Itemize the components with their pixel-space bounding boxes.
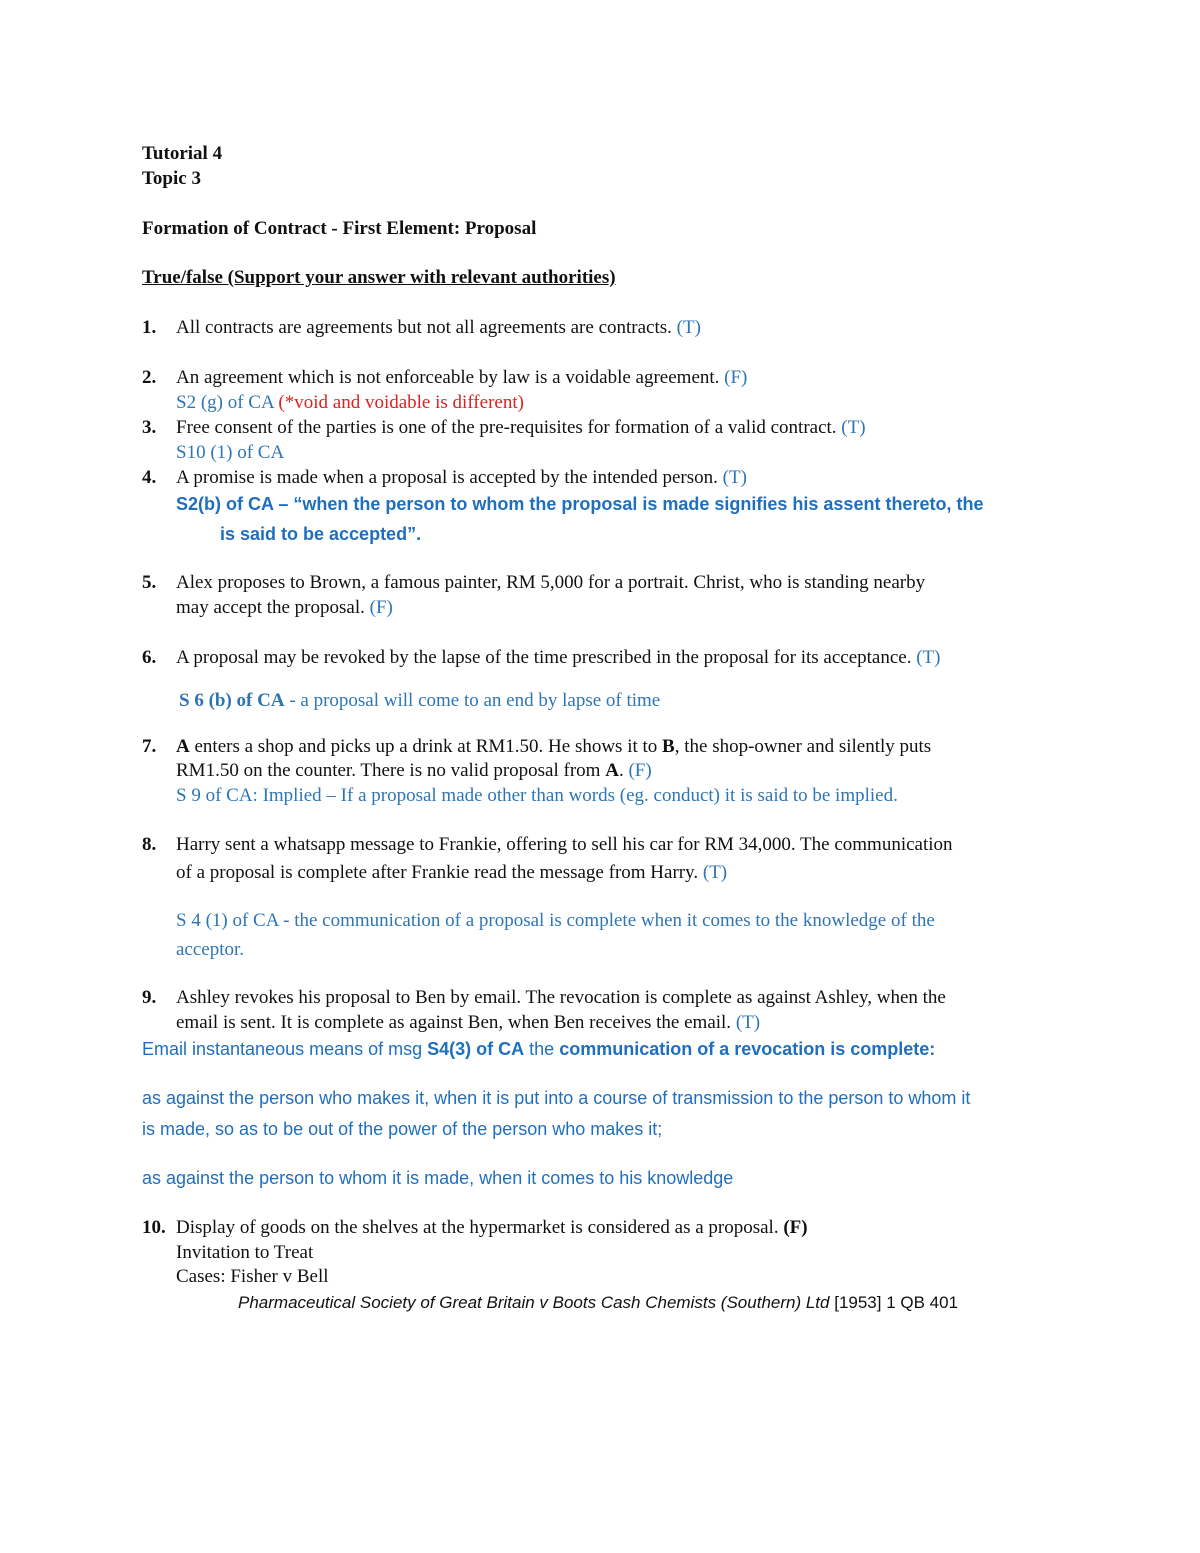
question-text: Display of goods on the shelves at the hypermarket is considered as a proposal. [176, 1217, 779, 1238]
question-text: Ashley revokes his proposal to Ben by email. The revocation is complete as against Ashley, when the [176, 987, 946, 1008]
question-number: 5. [142, 572, 157, 593]
tutorial-label: Tutorial 4 [142, 143, 223, 164]
authority-quote-cont: is said to be accepted”. [220, 524, 422, 544]
case-name: Pharmaceutical Society of Great Britain v Boots Cash Chemists (Southern) Ltd [238, 1293, 835, 1312]
question-text: All contracts are agreements but not all agreements are contracts. [176, 317, 672, 338]
answer-value: (T) [916, 647, 941, 668]
question-number: 4. [142, 467, 157, 488]
document-title: Formation of Contract - First Element: Proposal [142, 218, 537, 239]
period: . [618, 760, 624, 781]
answer-explanation: Invitation to Treat [176, 1242, 314, 1263]
question-8-cont [176, 861, 727, 885]
authority-rule: communication of a revocation is complete: [559, 1039, 936, 1059]
question-text: enters a shop and picks up a drink at RM1.50. He shows it to [189, 736, 663, 757]
question-number: 7. [142, 736, 157, 757]
question-number: 6. [142, 647, 157, 668]
party-b: B [662, 736, 675, 757]
answer-value: (T) [841, 417, 866, 438]
authority-note: - a proposal will come to an end by lapse of time [284, 690, 661, 711]
question-number: 8. [142, 834, 157, 855]
question-5-cont [176, 596, 393, 620]
authority-line [179, 689, 660, 713]
authority-ref: S10 (1) of CA [176, 442, 285, 463]
question-text: A proposal may be revoked by the lapse of the time prescribed in the proposal for its acceptance. [176, 647, 912, 668]
party-a: A [176, 736, 190, 757]
question-number: 3. [142, 417, 157, 438]
authority-note: the [524, 1039, 560, 1059]
question-text: email is sent. It is complete as against Ben, when Ben receives the email. [176, 1012, 732, 1033]
answer-value: (T) [676, 317, 701, 338]
authority-line [176, 391, 524, 415]
authority-ref: S 6 (b) of CA [179, 690, 285, 711]
authority-rule-2: as against the person to whom it is made, when it comes to his knowledge [142, 1168, 734, 1188]
answer-value: (F) [369, 597, 393, 618]
question-number: 2. [142, 367, 157, 388]
authority-note: Email instantaneous means of msg [142, 1039, 428, 1059]
question-number: 1. [142, 317, 157, 338]
authority-ref-cont: acceptor. [176, 939, 245, 960]
case-reference: [1953] 1 QB 401 [834, 1293, 959, 1312]
question-text: An agreement which is not enforceable by law is a voidable agreement. [176, 367, 720, 388]
answer-value: (F) [724, 367, 748, 388]
authority-ref: S 4 (1) of CA - the communication of a proposal is complete when it comes to the knowledge of the [176, 910, 935, 931]
answer-value: (F) [783, 1217, 808, 1238]
question-text: of a proposal is complete after Frankie read the message from Harry. [176, 862, 699, 883]
authority-ref: S2 (g) of CA [176, 392, 274, 413]
case-citation [238, 1291, 958, 1315]
question-number: 10. [142, 1217, 166, 1238]
authority-line [142, 1037, 935, 1061]
question-text: may accept the proposal. [176, 597, 365, 618]
question-9-cont [176, 1011, 760, 1035]
question-7-cont [176, 759, 652, 783]
question-text: RM1.50 on the counter. There is no valid proposal from [176, 760, 606, 781]
answer-value: (T) [735, 1012, 761, 1033]
question-number: 9. [142, 987, 157, 1008]
question-text: , the shop-owner and silently puts [674, 736, 932, 757]
authority-ref: S4(3) of CA [427, 1039, 525, 1059]
party-a: A [605, 760, 619, 781]
answer-cases: Cases: Fisher v Bell [176, 1266, 329, 1287]
topic-label: Topic 3 [142, 168, 201, 189]
answer-value: (T) [722, 467, 747, 488]
question-text: A promise is made when a proposal is accepted by the intended person. [176, 467, 718, 488]
authority-rule-1: as against the person who makes it, when it is put into a course of transmission to the person to whom it [142, 1088, 971, 1108]
question-text: Free consent of the parties is one of the pre-requisites for formation of a valid contract. [176, 417, 837, 438]
authority-quote: S2(b) of CA – “when the person to whom the proposal is made signifies his assent thereto, the [176, 494, 984, 514]
authority-ref: S 9 of CA: Implied – If a proposal made other than words (eg. conduct) it is said to be implied. [176, 785, 898, 806]
question-text: Alex proposes to Brown, a famous painter, RM 5,000 for a portrait. Christ, who is standing nearby [176, 572, 926, 593]
authority-rule-1-cont: is made, so as to be out of the power of the person who makes it; [142, 1119, 663, 1139]
answer-value: (T) [702, 862, 728, 883]
section-heading: True/false (Support your answer with relevant authorities) [142, 267, 616, 288]
question-text: Harry sent a whatsapp message to Frankie, offering to sell his car for RM 34,000. The communication [176, 834, 953, 855]
authority-note: (*void and voidable is different) [278, 392, 524, 413]
answer-value: (F) [628, 760, 652, 781]
